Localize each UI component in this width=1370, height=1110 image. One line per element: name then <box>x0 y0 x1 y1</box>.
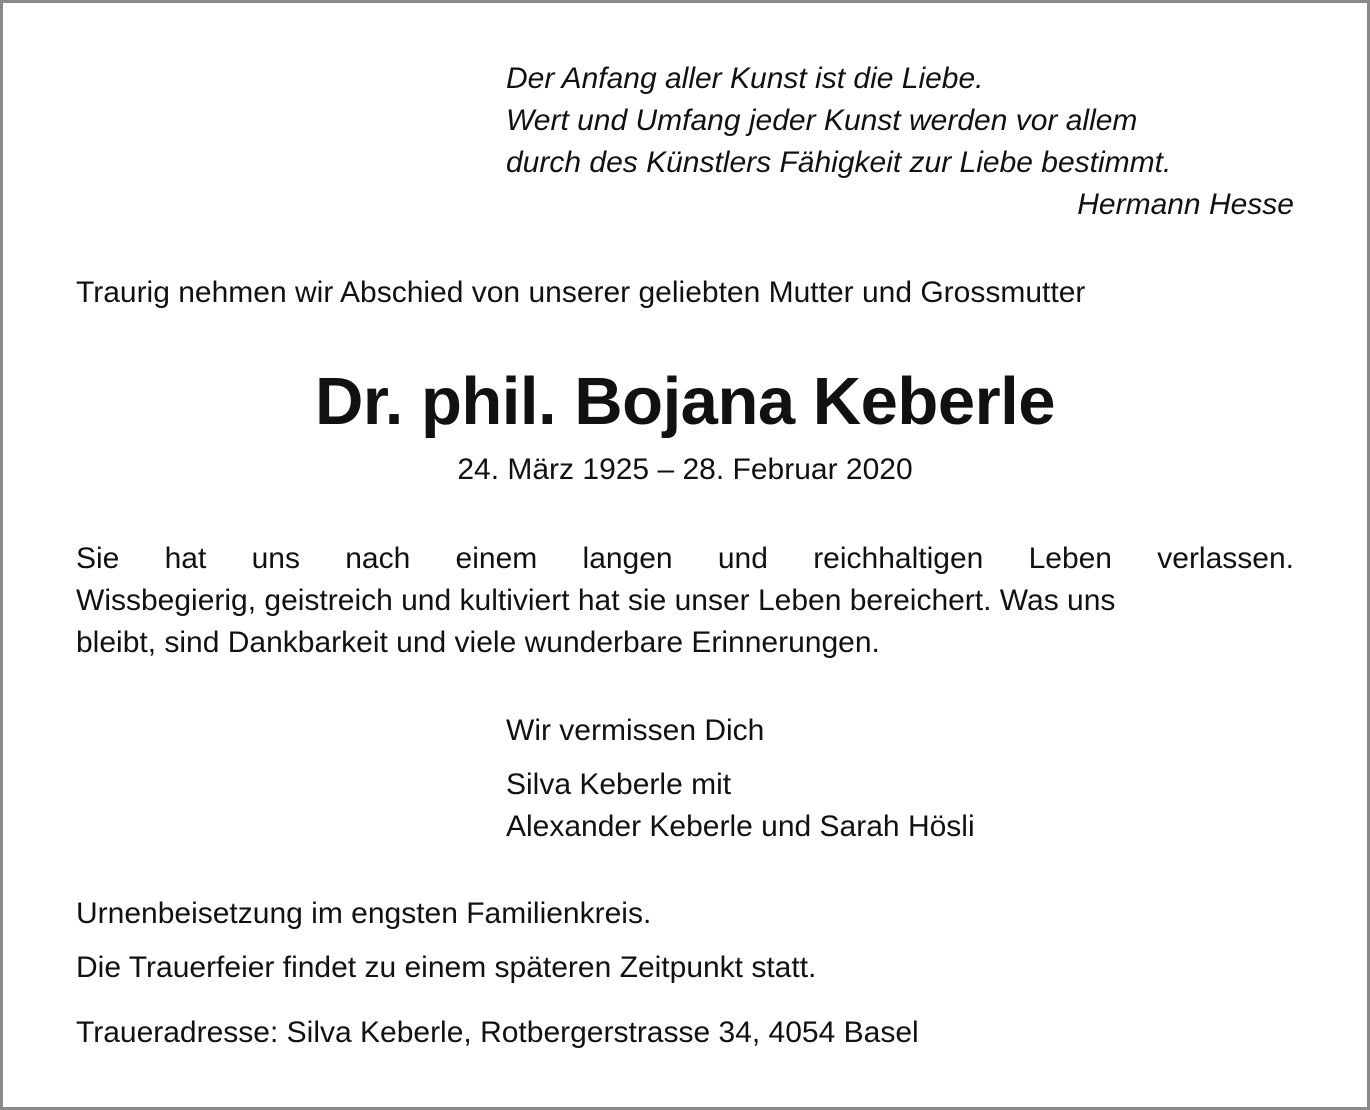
mourner-name: Alexander Keberle und Sarah Hösli <box>506 810 975 843</box>
burial-notice: Urnenbeisetzung im engsten Familienkreis. <box>76 897 652 930</box>
epigraph-quote <box>506 58 1294 226</box>
tribute-line: Wissbegierig, geistreich und kultiviert hat sie unser Leben bereichert. Was uns <box>76 584 1116 617</box>
deceased-name: Dr. phil. Bojana Keberle <box>314 364 1056 439</box>
mourner-name: Silva Keberle mit <box>506 768 732 801</box>
quote-line: Der Anfang aller Kunst ist die Liebe. <box>506 62 984 95</box>
quote-line: Wert und Umfang jeder Kunst werden vor allem <box>506 104 1138 137</box>
tribute-line: Sie hat uns nach einem langen und reichhaltigen Leben verlassen. <box>76 542 1294 575</box>
life-dates: 24. März 1925 – 28. Februar 2020 <box>457 453 913 486</box>
closing-line: Wir vermissen Dich <box>506 714 765 747</box>
quote-author: Hermann Hesse <box>1077 188 1294 221</box>
mourning-address: Traueradresse: Silva Keberle, Rotbergerstrasse 34, 4054 Basel <box>76 1016 919 1049</box>
ceremony-notice: Die Trauerfeier findet zu einem späteren Zeitpunkt statt. <box>76 951 817 984</box>
tribute-paragraph <box>76 538 1294 664</box>
intro-text: Traurig nehmen wir Abschied von unserer geliebten Mutter und Grossmutter <box>76 276 1086 309</box>
tribute-line: bleibt, sind Dankbarkeit und viele wunderbare Erinnerungen. <box>76 626 880 659</box>
quote-line: durch des Künstlers Fähigkeit zur Liebe bestimmt. <box>506 146 1172 179</box>
